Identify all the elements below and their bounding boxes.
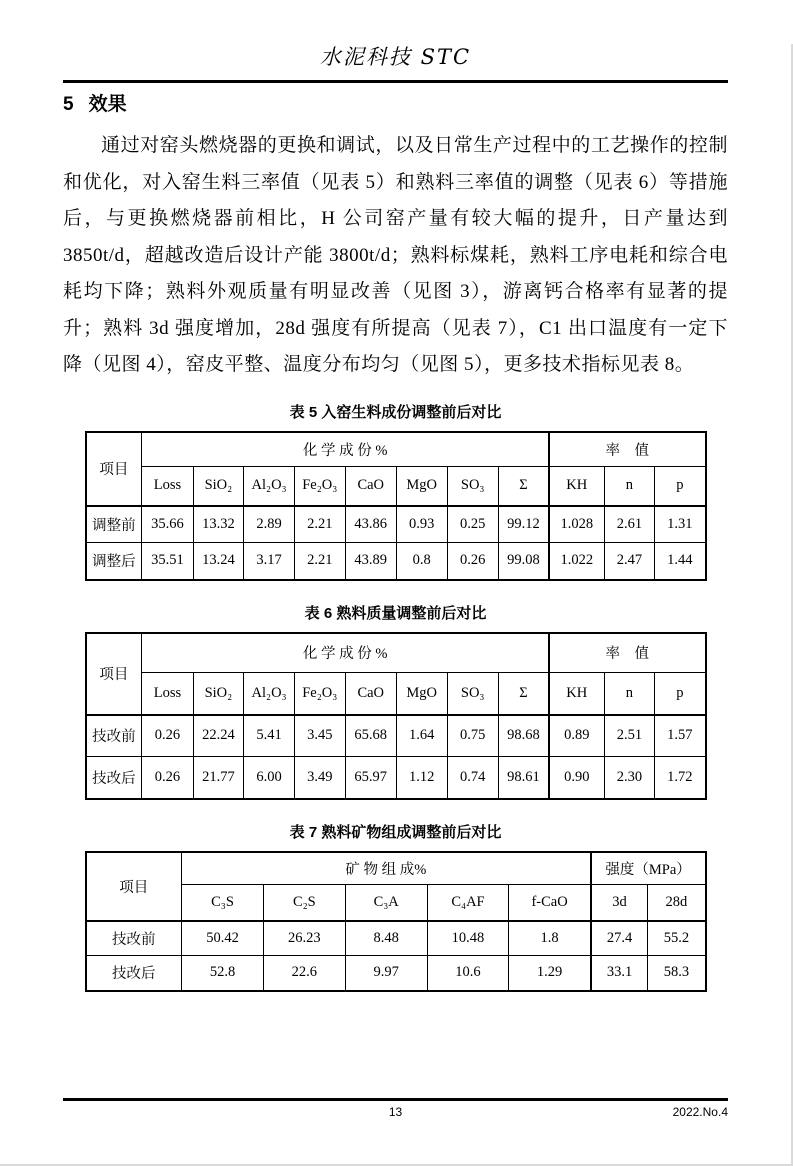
data-cell: 2.51 [604, 715, 655, 757]
document-page [0, 44, 791, 992]
data-cell: 0.25 [447, 506, 498, 543]
item-header-cell: 项目 [86, 633, 142, 715]
data-cell: 5.41 [244, 715, 295, 757]
data-cell: 2.21 [294, 506, 345, 543]
data-cell: 52.8 [182, 956, 264, 991]
data-cell: 1.44 [655, 543, 706, 580]
data-cell: 13.24 [193, 543, 244, 580]
body-paragraph: 通过对窑头燃烧器的更换和调试，以及日常生产过程中的工艺操作的控制和优化，对入窑生料三率值（见表 5）和熟料三率值的调整（见表 6）等措施后，与更换燃烧器前相比，H 公司窑产量有较大幅的提升，日产量达到 3850t/d，超越改造后设计产能 3800t/d；熟料标煤耗，熟料工序电耗和综合电耗均下降；熟料外观质量有明显改善（见图 3），游离钙合格率有显著的提升；熟料 3d 强度增加，28d 强度有所提高（见表 7），C1 出口温度有一定下降（见图 4），窑皮平整、温度分布均匀（见图 5），更多技术指标见表 8。 [63, 135, 728, 375]
data-cell: 1.64 [396, 715, 447, 757]
data-cell: 1.29 [509, 956, 591, 991]
data-cell: 0.26 [142, 715, 193, 757]
row-label-cell: 调整后 [86, 543, 142, 580]
column-header-cell: f-CaO [509, 885, 591, 921]
column-header-cell: Al₂O₃ [244, 673, 295, 715]
data-cell: 2.47 [604, 543, 655, 580]
column-header-cell: Σ [498, 467, 549, 506]
column-header-cell: p [655, 673, 706, 715]
data-cell: 13.32 [193, 506, 244, 543]
data-cell: 0.89 [549, 715, 604, 757]
data-cell: 1.022 [549, 543, 604, 580]
data-cell: 2.30 [604, 757, 655, 799]
table-6 [85, 632, 707, 800]
data-cell: 26.23 [263, 921, 345, 956]
data-cell: 43.86 [345, 506, 396, 543]
column-header-cell: n [604, 467, 655, 506]
data-cell: 27.4 [591, 921, 648, 956]
page-footer [63, 1098, 728, 1120]
data-cell: 98.61 [498, 757, 549, 799]
data-cell: 65.68 [345, 715, 396, 757]
table-5 [85, 431, 707, 581]
column-header-cell: n [604, 673, 655, 715]
column-header-cell: KH [549, 467, 604, 506]
column-header-cell: C₂S [263, 885, 345, 921]
data-cell: 0.75 [447, 715, 498, 757]
column-header-cell: Fe₂O₃ [294, 673, 345, 715]
data-cell: 8.48 [345, 921, 427, 956]
data-cell: 35.51 [142, 543, 193, 580]
data-cell: 1.028 [549, 506, 604, 543]
column-header-cell: SO₃ [447, 467, 498, 506]
data-cell: 98.68 [498, 715, 549, 757]
column-header-cell: KH [549, 673, 604, 715]
data-cell: 0.26 [142, 757, 193, 799]
data-cell: 58.3 [648, 956, 706, 991]
data-cell: 55.2 [648, 921, 706, 956]
column-header-cell: p [655, 467, 706, 506]
data-cell: 22.6 [263, 956, 345, 991]
row-label-cell: 技改后 [86, 956, 182, 991]
column-header-cell: SO₃ [447, 673, 498, 715]
group-header-cell: 率 值 [549, 633, 706, 673]
data-cell: 65.97 [345, 757, 396, 799]
data-cell: 3.17 [244, 543, 295, 580]
column-header-cell: 3d [591, 885, 648, 921]
column-header-cell: CaO [345, 467, 396, 506]
issue-label: 2022.No.4 [672, 1105, 728, 1119]
data-cell: 6.00 [244, 757, 295, 799]
group-header-cell: 率 值 [549, 432, 706, 467]
column-header-cell: Fe₂O₃ [294, 467, 345, 506]
journal-title: 水泥科技 STC [319, 45, 472, 69]
column-header-cell: C₄AF [427, 885, 509, 921]
data-cell: 10.48 [427, 921, 509, 956]
data-cell: 2.21 [294, 543, 345, 580]
data-cell: 1.8 [509, 921, 591, 956]
group-header-cell: 强度（MPa） [591, 852, 706, 885]
data-cell: 9.97 [345, 956, 427, 991]
table7-caption: 表 7 熟料矿物组成调整前后对比 [289, 823, 502, 841]
column-header-cell: C₃A [345, 885, 427, 921]
group-header-cell: 矿 物 组 成% [182, 852, 591, 885]
data-cell: 3.45 [294, 715, 345, 757]
table6-caption: 表 6 熟料质量调整前后对比 [304, 604, 487, 622]
data-cell: 3.49 [294, 757, 345, 799]
item-header-cell: 项目 [86, 432, 142, 506]
data-cell: 2.61 [604, 506, 655, 543]
column-header-cell: CaO [345, 673, 396, 715]
column-header-cell: Loss [142, 467, 193, 506]
data-cell: 1.57 [655, 715, 706, 757]
data-cell: 2.89 [244, 506, 295, 543]
group-header-cell: 化 学 成 份 % [142, 432, 549, 467]
column-header-cell: SiO₂ [193, 673, 244, 715]
data-cell: 99.08 [498, 543, 549, 580]
page-number: 13 [388, 1105, 403, 1119]
data-cell: 43.89 [345, 543, 396, 580]
data-cell: 10.6 [427, 956, 509, 991]
data-cell: 50.42 [182, 921, 264, 956]
group-header-cell: 化 学 成 份 % [142, 633, 549, 673]
data-cell: 99.12 [498, 506, 549, 543]
row-label-cell: 技改前 [86, 715, 142, 757]
table5-caption: 表 5 入窑生料成份调整前后对比 [289, 403, 502, 421]
data-cell: 33.1 [591, 956, 648, 991]
data-cell: 1.31 [655, 506, 706, 543]
data-cell: 0.93 [396, 506, 447, 543]
table-7 [85, 851, 707, 992]
column-header-cell: Loss [142, 673, 193, 715]
data-cell: 0.26 [447, 543, 498, 580]
column-header-cell: 28d [648, 885, 706, 921]
data-cell: 0.74 [447, 757, 498, 799]
data-cell: 1.72 [655, 757, 706, 799]
column-header-cell: Σ [498, 673, 549, 715]
footer-rule [63, 1098, 728, 1101]
data-cell: 21.77 [193, 757, 244, 799]
data-cell: 1.12 [396, 757, 447, 799]
column-header-cell: Al₂O₃ [244, 467, 295, 506]
row-label-cell: 技改前 [86, 921, 182, 956]
column-header-cell: SiO₂ [193, 467, 244, 506]
data-cell: 0.90 [549, 757, 604, 799]
section-number: 5 [63, 94, 74, 115]
row-label-cell: 技改后 [86, 757, 142, 799]
column-header-cell: MgO [396, 673, 447, 715]
section-heading [63, 91, 728, 118]
data-cell: 0.8 [396, 543, 447, 580]
data-cell: 35.66 [142, 506, 193, 543]
header-rule [63, 80, 728, 83]
section-title: 效果 [88, 94, 127, 115]
column-header-cell: MgO [396, 467, 447, 506]
column-header-cell: C₃S [182, 885, 264, 921]
footer-line [63, 1104, 728, 1120]
item-header-cell: 项目 [86, 852, 182, 921]
data-cell: 22.24 [193, 715, 244, 757]
row-label-cell: 调整前 [86, 506, 142, 543]
